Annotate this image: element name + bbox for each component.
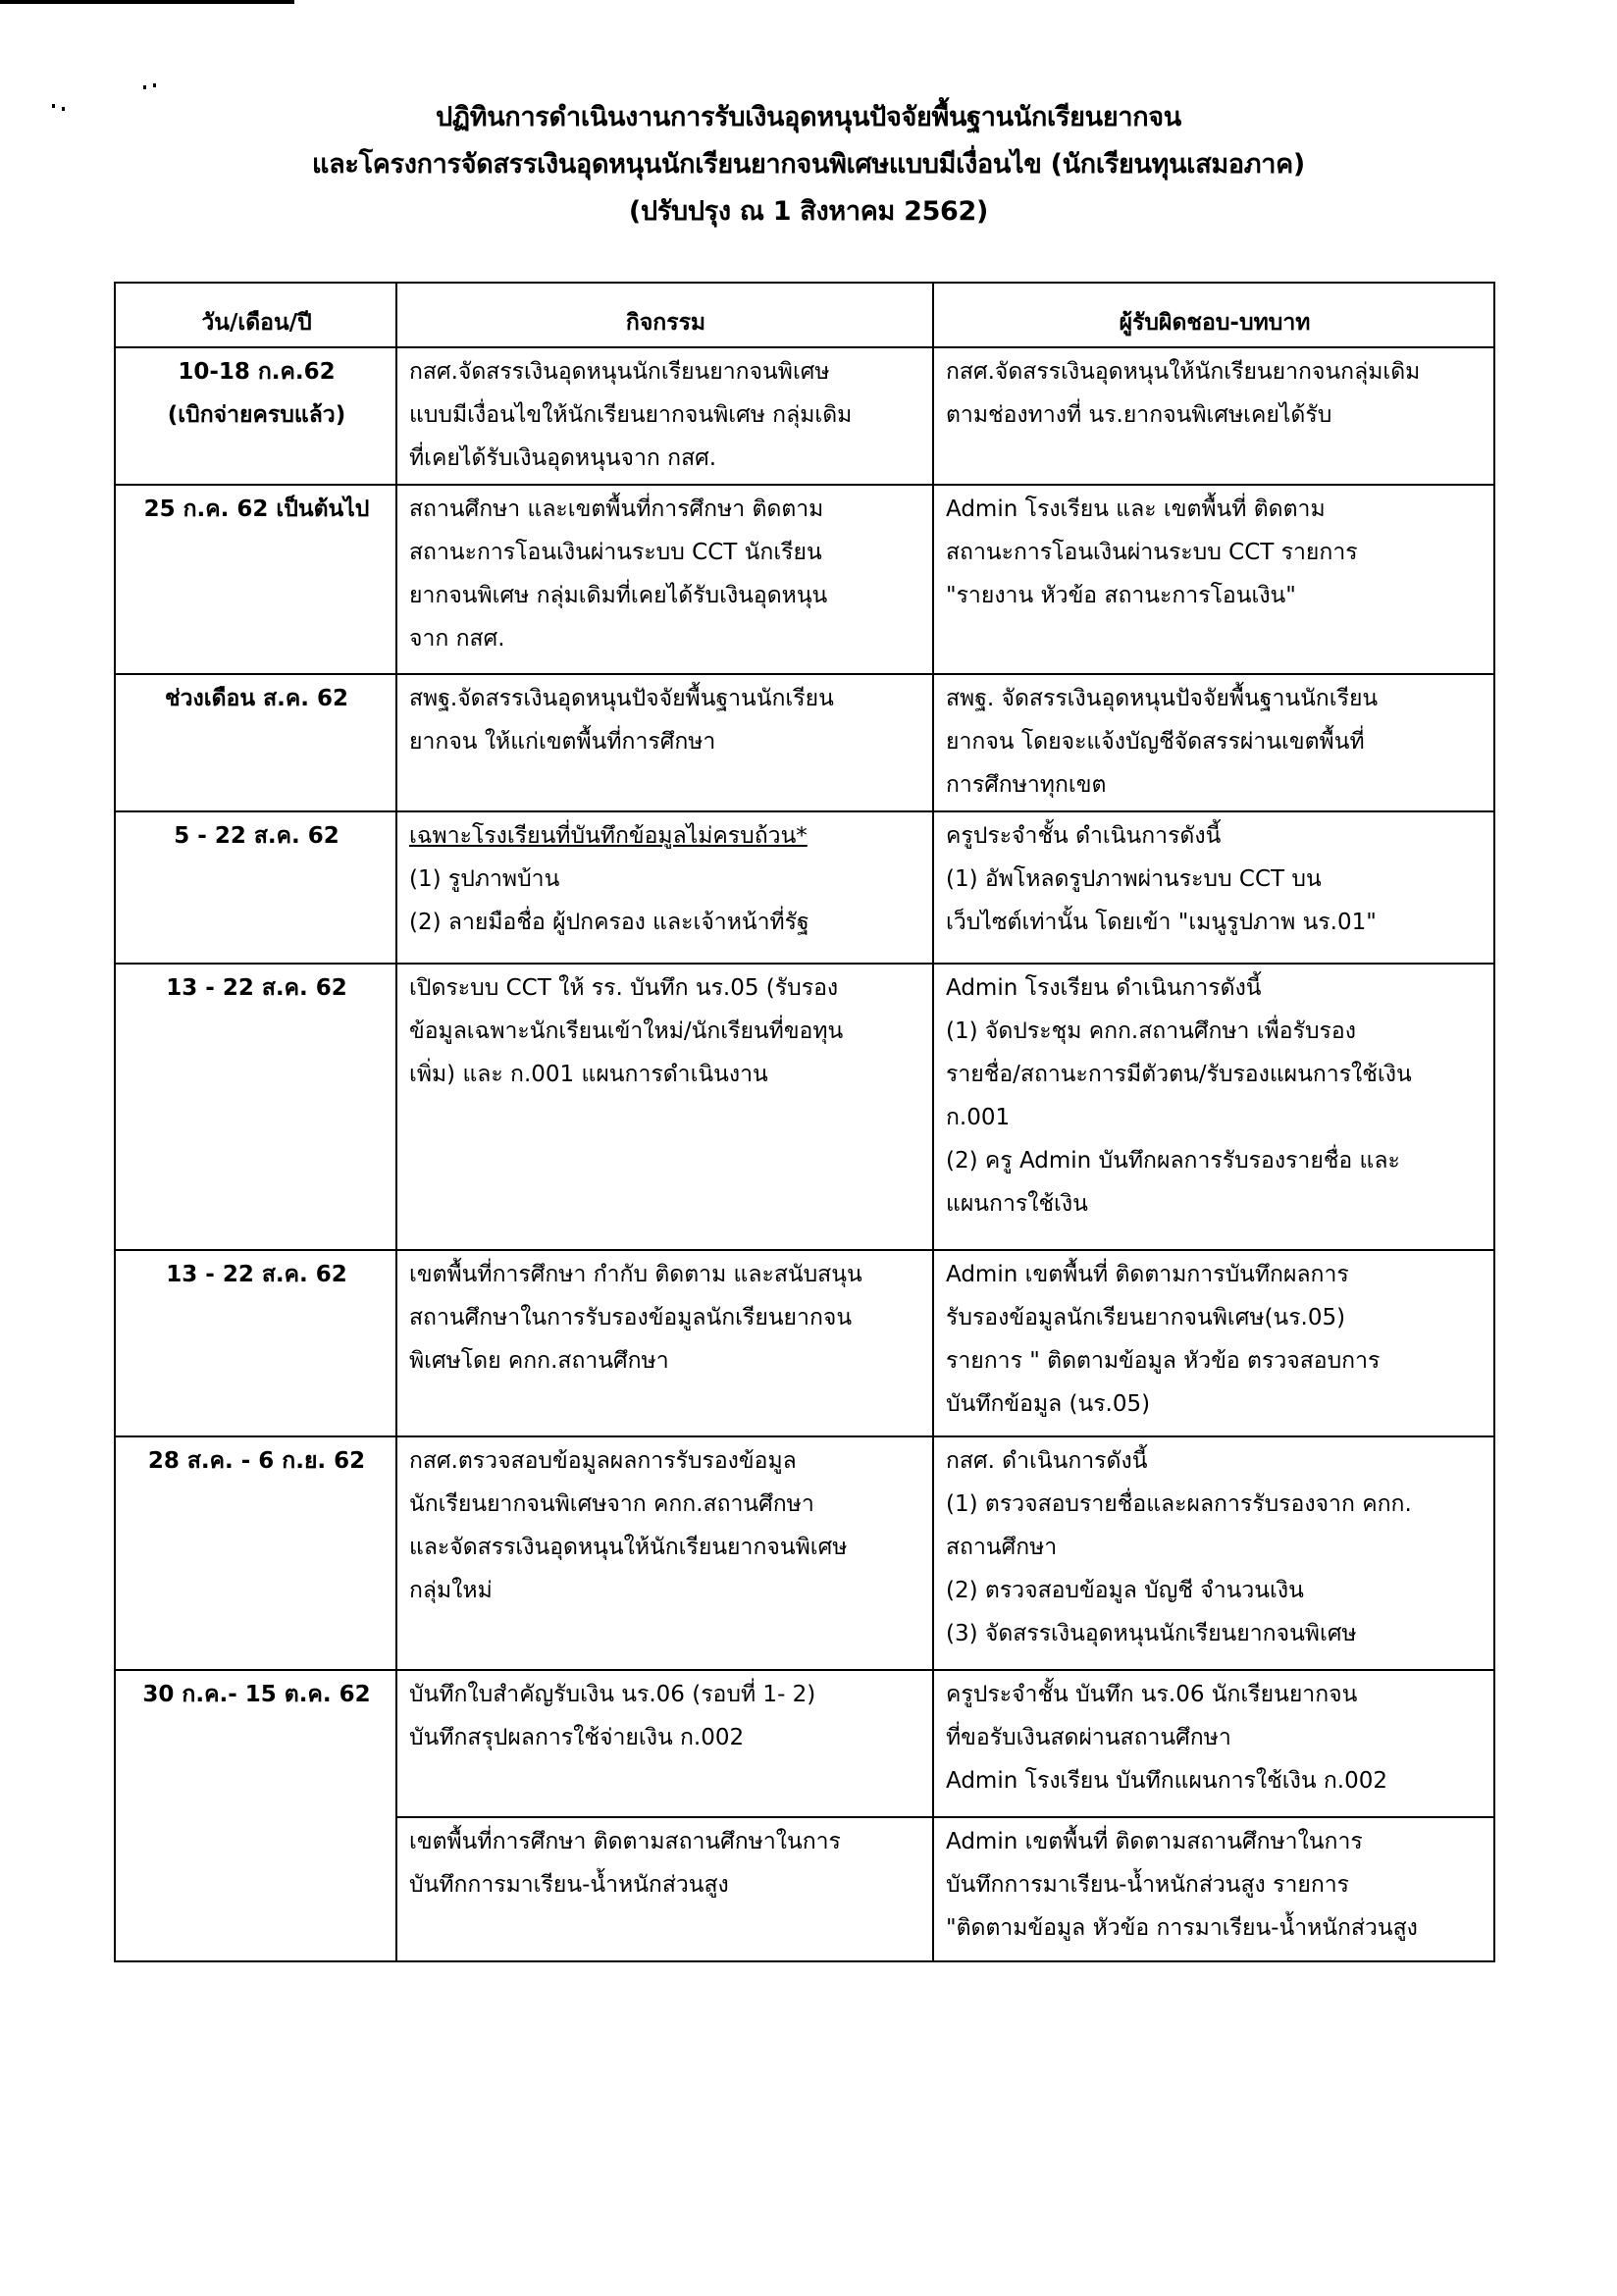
title-line-1: ปฏิทินการดำเนินงานการรับเงินอุดหนุนปัจจัยพื้นฐานนักเรียนยากจน (436, 102, 1181, 132)
activity-cell (396, 1250, 933, 1436)
activity-line: ที่เคยได้รับเงินอุดหนุนจาก กสศ. (409, 445, 717, 471)
responsible-line: ครูประจำชั้น ดำเนินการดังนี้ (946, 823, 1222, 849)
header-activity: กิจกรรม (396, 283, 933, 347)
responsible-cell (933, 811, 1494, 964)
schedule-table (114, 282, 1495, 1962)
responsible-line: ครูประจำชั้น บันทึก นร.06 นักเรียนยากจน (946, 1682, 1358, 1707)
date-cell (115, 811, 396, 964)
scan-edge-artifact (0, 0, 294, 4)
table-header-row (115, 283, 1494, 347)
activity-line: บันทึกสรุปผลการใช้จ่ายเงิน ก.002 (409, 1725, 745, 1750)
activity-line: นักเรียนยากจนพิเศษจาก คกก.สถานศึกษา (409, 1491, 814, 1517)
activity-line: (1) รูปภาพบ้าน (409, 866, 560, 892)
activity-cell (396, 1436, 933, 1670)
responsible-line: สถานศึกษา (946, 1535, 1058, 1560)
activity-line: พิเศษโดย คกก.สถานศึกษา (409, 1348, 669, 1374)
activity-cell (396, 674, 933, 811)
table-row (115, 964, 1494, 1250)
responsible-line: การศึกษาทุกเขต (946, 772, 1107, 798)
activity-line: จาก กสศ. (409, 626, 505, 652)
responsible-line: ที่ขอรับเงินสดผ่านสถานศึกษา (946, 1725, 1231, 1750)
responsible-line: (1) อัพโหลดรูปภาพผ่านระบบ CCT บน (946, 866, 1322, 892)
activity-line: เขตพื้นที่การศึกษา ติดตามสถานศึกษาในการ (409, 1829, 841, 1854)
activity-line: เปิดระบบ CCT ให้ รร. บันทึก นร.05 (รับรอง (409, 975, 839, 1001)
date-text: 25 ก.ค. 62 เป็นต้นไป (143, 496, 370, 522)
activity-line: ยากจนพิเศษ กลุ่มเดิมที่เคยได้รับเงินอุดหนุน (409, 583, 828, 608)
responsible-line: Admin โรงเรียน บันทึกแผนการใช้เงิน ก.002 (946, 1768, 1388, 1794)
date-text: 5 - 22 ส.ค. 62 (174, 823, 339, 849)
date-cell (115, 674, 396, 811)
table-row (115, 674, 1494, 811)
date-text: ช่วงเดือน ส.ค. 62 (164, 686, 348, 711)
activity-cell (396, 1817, 933, 1961)
activity-line: (2) ลายมือชื่อ ผู้ปกครอง และเจ้าหน้าที่รัฐ (409, 910, 809, 935)
table-row (115, 1670, 1494, 1817)
responsible-line: Admin โรงเรียน และ เขตพื้นที่ ติดตาม (946, 496, 1326, 522)
table-row (115, 811, 1494, 964)
responsible-line: Admin เขตพื้นที่ ติดตามสถานศึกษาในการ (946, 1829, 1363, 1854)
header-responsible: ผู้รับผิดชอบ-บทบาท (933, 283, 1494, 347)
activity-line: ยากจน ให้แก่เขตพื้นที่การศึกษา (409, 729, 716, 755)
responsible-line: ก.001 (946, 1105, 1011, 1130)
responsible-line: (2) ตรวจสอบข้อมูล บัญชี จำนวนเงิน (946, 1578, 1304, 1603)
responsible-line: ยากจน โดยจะแจ้งบัญชีจัดสรรผ่านเขตพื้นที่ (946, 729, 1365, 755)
activity-line: เพิ่ม) และ ก.001 แผนการดำเนินงาน (409, 1062, 768, 1087)
responsible-cell (933, 1670, 1494, 1817)
responsible-line: "รายงาน หัวข้อ สถานะการโอนเงิน" (946, 583, 1296, 608)
responsible-cell (933, 1250, 1494, 1436)
activity-line: สถานะการโอนเงินผ่านระบบ CCT นักเรียน (409, 540, 822, 565)
responsible-cell (933, 485, 1494, 674)
responsible-line: รายชื่อ/สถานะการมีตัวตน/รับรองแผนการใช้เงิน (946, 1062, 1412, 1087)
responsible-line: รับรองข้อมูลนักเรียนยากจนพิเศษ(นร.05) (946, 1305, 1346, 1331)
activity-cell (396, 964, 933, 1250)
responsible-line: (2) ครู Admin บันทึกผลการรับรองรายชื่อ และ (946, 1148, 1400, 1174)
activity-line: กสศ.ตรวจสอบข้อมูลผลการรับรองข้อมูล (409, 1448, 797, 1474)
responsible-line: ตามช่องทางที่ นร.ยากจนพิเศษเคยได้รับ (946, 402, 1332, 428)
responsible-cell (933, 1436, 1494, 1670)
date-text: 30 ก.ค.- 15 ต.ค. 62 (142, 1682, 371, 1707)
date-text: 28 ส.ค. - 6 ก.ย. 62 (147, 1448, 366, 1474)
responsible-line: เว็บไซต์เท่านั้น โดยเข้า "เมนูรูปภาพ นร.01" (946, 910, 1377, 935)
responsible-cell (933, 964, 1494, 1250)
header-date: วัน/เดือน/ปี (115, 283, 396, 347)
responsible-line: (1) จัดประชุม คกก.สถานศึกษา เพื่อรับรอง (946, 1018, 1356, 1044)
title-line-2: และโครงการจัดสรรเงินอุดหนุนนักเรียนยากจนพิเศษแบบมีเงื่อนไข (นักเรียนทุนเสมอภาค) (312, 149, 1305, 180)
date-cell (115, 1250, 396, 1436)
responsible-line: Admin โรงเรียน ดำเนินการดังนี้ (946, 975, 1262, 1001)
responsible-line: บันทึกข้อมูล (นร.05) (946, 1391, 1151, 1417)
date-cell (115, 964, 396, 1250)
responsible-line: สถานะการโอนเงินผ่านระบบ CCT รายการ (946, 540, 1358, 565)
date-cell (115, 347, 396, 485)
activity-line: สถานศึกษา และเขตพื้นที่การศึกษา ติดตาม (409, 496, 824, 522)
responsible-line: "ติดตามข้อมูล หัวข้อ การมาเรียน-น้ำหนักส่วนสูง (946, 1915, 1418, 1941)
date-cell (115, 1436, 396, 1670)
activity-heading-underlined: เฉพาะโรงเรียนที่บันทึกข้อมูลไม่ครบถ้วน* (409, 823, 808, 849)
date-note: (เบิกจ่ายครบแล้ว) (167, 402, 346, 428)
responsible-line: กสศ. ดำเนินการดังนี้ (946, 1448, 1148, 1474)
date-text: 13 - 22 ส.ค. 62 (166, 1262, 347, 1287)
activity-cell (396, 811, 933, 964)
responsible-line: แผนการใช้เงิน (946, 1191, 1088, 1217)
activity-line: บันทึกการมาเรียน-น้ำหนักส่วนสูง (409, 1872, 729, 1898)
activity-cell (396, 485, 933, 674)
date-text: 10-18 ก.ค.62 (178, 359, 336, 385)
date-cell (115, 1670, 396, 1961)
date-text: 13 - 22 ส.ค. 62 (166, 975, 347, 1001)
activity-line: กสศ.จัดสรรเงินอุดหนุนนักเรียนยากจนพิเศษ (409, 359, 830, 385)
activity-line: สถานศึกษาในการรับรองข้อมูลนักเรียนยากจน (409, 1305, 853, 1331)
activity-line: ข้อมูลเฉพาะนักเรียนเข้าใหม่/นักเรียนที่ขอทุน (409, 1018, 844, 1044)
activity-cell (396, 1670, 933, 1817)
responsible-line: กสศ.จัดสรรเงินอุดหนุนให้นักเรียนยากจนกลุ่มเดิม (946, 359, 1421, 385)
responsible-line: (1) ตรวจสอบรายชื่อและผลการรับรองจาก คกก. (946, 1491, 1412, 1517)
activity-cell (396, 347, 933, 485)
activity-line: เขตพื้นที่การศึกษา กำกับ ติดตาม และสนับสนุน (409, 1262, 862, 1287)
responsible-line: สพฐ. จัดสรรเงินอุดหนุนปัจจัยพื้นฐานนักเรียน (946, 686, 1379, 711)
date-cell (115, 485, 396, 674)
activity-line: แบบมีเงื่อนไขให้นักเรียนยากจนพิเศษ กลุ่มเดิม (409, 402, 853, 428)
responsible-line: Admin เขตพื้นที่ ติดตามการบันทึกผลการ (946, 1262, 1349, 1287)
activity-line: สพฐ.จัดสรรเงินอุดหนุนปัจจัยพื้นฐานนักเรียน (409, 686, 834, 711)
scan-speck (143, 85, 146, 89)
scan-speck (153, 83, 156, 87)
activity-line: และจัดสรรเงินอุดหนุนให้นักเรียนยากจนพิเศษ (409, 1535, 848, 1560)
table-row (115, 485, 1494, 674)
title-line-3: (ปรับปรุง ณ 1 สิงหาคม 2562) (628, 196, 989, 227)
activity-line: กลุ่มใหม่ (409, 1578, 493, 1603)
table-row (115, 1436, 1494, 1670)
table-row (115, 1250, 1494, 1436)
responsible-line: รายการ " ติดตามข้อมูล หัวข้อ ตรวจสอบการ (946, 1348, 1381, 1374)
responsible-line: (3) จัดสรรเงินอุดหนุนนักเรียนยากจนพิเศษ (946, 1621, 1357, 1646)
responsible-cell (933, 1817, 1494, 1961)
document-title (0, 94, 1617, 235)
activity-line: บันทึกใบสำคัญรับเงิน นร.06 (รอบที่ 1- 2) (409, 1682, 816, 1707)
responsible-cell (933, 347, 1494, 485)
table-row (115, 347, 1494, 485)
responsible-cell (933, 674, 1494, 811)
responsible-line: บันทึกการมาเรียน-น้ำหนักส่วนสูง รายการ (946, 1872, 1350, 1898)
